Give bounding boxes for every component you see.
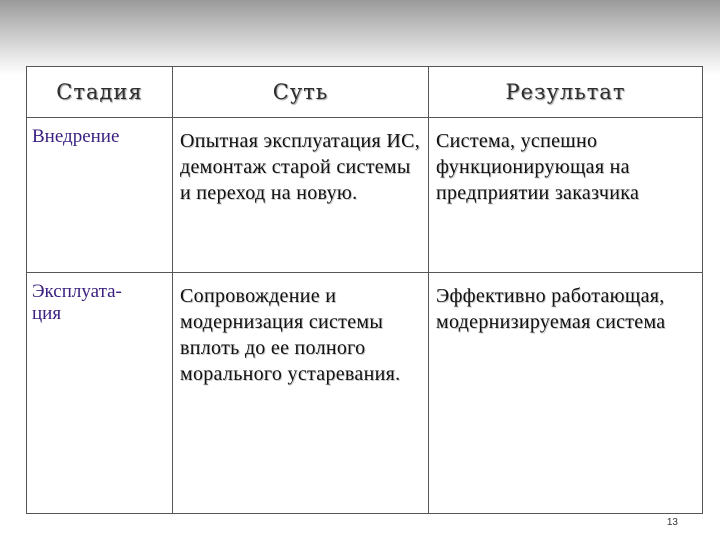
stage-label: Внедрение (32, 126, 120, 147)
stages-table (26, 66, 703, 514)
header-cell-stage (27, 67, 173, 118)
table-header-row (27, 67, 703, 118)
header-result: Результат (505, 80, 626, 104)
header-essence: Суть (272, 80, 329, 104)
essence-text: Сопровождение и модернизация системы вплоть до ее полного морального устаревания. (180, 285, 401, 385)
stage-cell (27, 118, 173, 273)
header-cell-essence (173, 67, 429, 118)
stage-cell (27, 273, 173, 514)
slide-number: 13 (666, 517, 678, 528)
header-cell-result (429, 67, 703, 118)
table-row (27, 118, 703, 273)
stage-label: Эксплуата- ция (32, 281, 122, 324)
result-cell (429, 273, 703, 514)
header-stage: Стадия (56, 80, 143, 104)
essence-cell (173, 118, 429, 273)
essence-text: Опытная эксплуатация ИС, демонтаж старой системы и переход на новую. (180, 130, 421, 204)
result-cell (429, 118, 703, 273)
table-row (27, 273, 703, 514)
result-text: Эффективно работающая, модернизируемая система (436, 285, 666, 333)
result-text: Система, успешно функционирующая на предприятии заказчика (436, 130, 640, 204)
essence-cell (173, 273, 429, 514)
